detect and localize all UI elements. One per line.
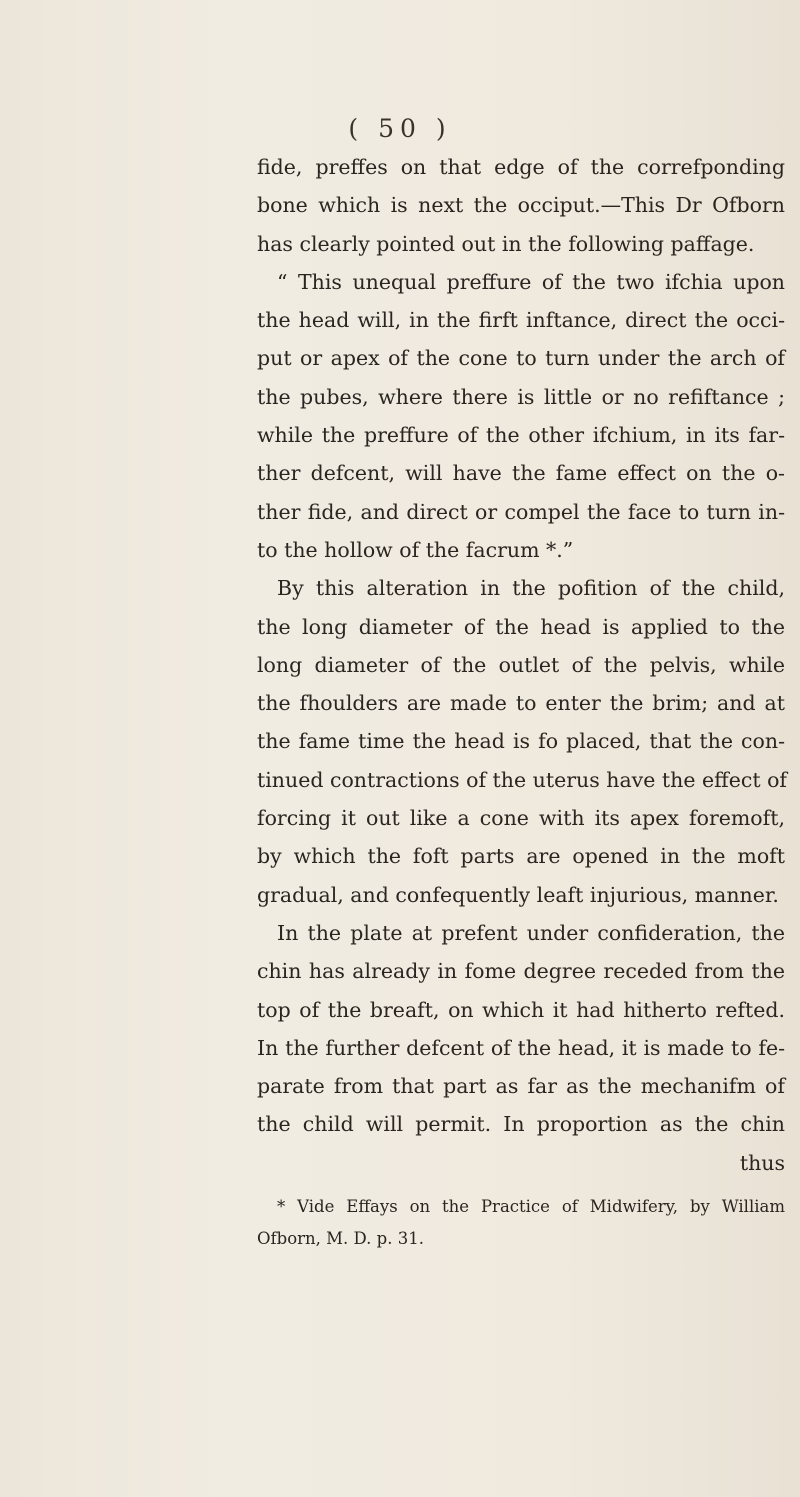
text-line: By this alteration in the pofition of the child, xyxy=(277,576,785,601)
text-line: by which the foft parts are opened in the moft xyxy=(257,844,785,869)
footnote-line: Ofborn, M. D. p. 31. xyxy=(257,1229,424,1248)
text-line: “ This unequal preffure of the two ifchia upon xyxy=(277,269,785,294)
text-line: the fhoulders are made to enter the brim; and at xyxy=(257,691,785,716)
footnote xyxy=(257,1191,785,1255)
text-line: to the hollow of the facrum *.” xyxy=(257,537,574,562)
text-line: the child will permit. In proportion as the chin xyxy=(257,1112,785,1137)
text-line: gradual, and confequently leaft injurious, manner. xyxy=(257,882,779,907)
text-line: put or apex of the cone to turn under the arch of xyxy=(257,346,785,371)
catchword: thus xyxy=(739,1150,785,1175)
text-line: top of the breaft, on which it had hitherto refted. xyxy=(257,997,785,1022)
text-line: long diameter of the outlet of the pelvis, while xyxy=(257,652,785,677)
text-line: chin has already in fome degree receded from the xyxy=(257,959,785,984)
text-line: fide, preffes on that edge of the correfponding xyxy=(257,155,785,179)
text-line: the head will, in the firft inftance, direct the occi- xyxy=(257,308,785,333)
text-line: the pubes, where there is little or no refiftance ; xyxy=(257,384,785,409)
text-line: In the further defcent of the head, it is made to fe- xyxy=(257,1035,785,1060)
text-line: In the plate at prefent under confideration, the xyxy=(277,920,785,945)
text-line: forcing it out like a cone with its apex foremoft, xyxy=(257,806,785,831)
page-number: ( 50 ) xyxy=(348,114,452,143)
text-line: ther fide, and direct or compel the face to turn in- xyxy=(257,499,785,524)
text-line: has clearly pointed out in the following paffage. xyxy=(257,231,755,256)
text-line: bone which is next the occiput.—This Dr Ofborn xyxy=(257,193,785,218)
body-text xyxy=(257,148,785,1182)
text-line: the fame time the head is fo placed, that the con- xyxy=(257,729,785,754)
text-line: the long diameter of the head is applied to the xyxy=(257,614,785,639)
text-line: parate from that part as far as the mechanifm of xyxy=(257,1074,785,1099)
footnote-line: * Vide Effays on the Practice of Midwifery, by William xyxy=(277,1197,785,1216)
text-line: ther defcent, will have the fame effect on the o- xyxy=(257,461,785,486)
text-line: tinued contractions of the uterus have the effect of xyxy=(257,767,787,792)
text-line: while the preffure of the other ifchium, in its far- xyxy=(257,423,785,448)
